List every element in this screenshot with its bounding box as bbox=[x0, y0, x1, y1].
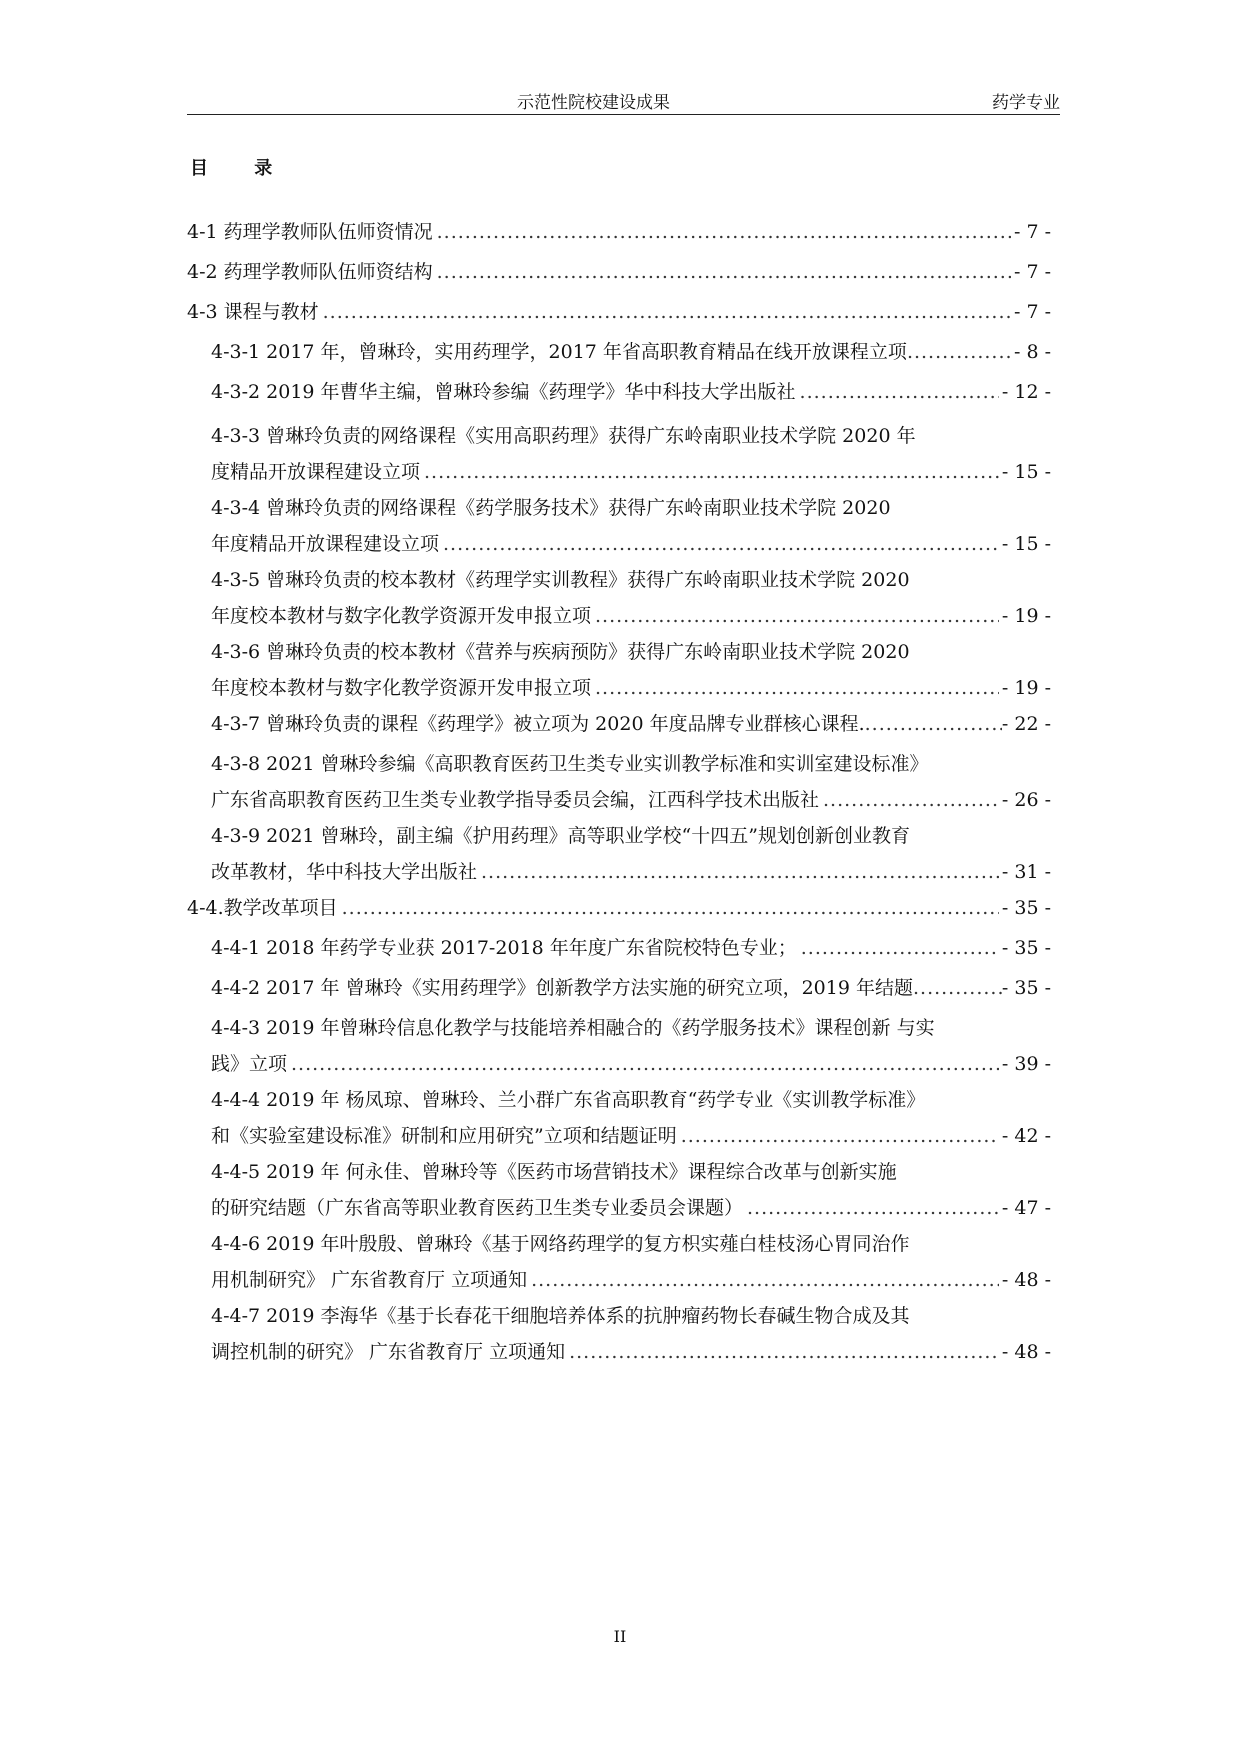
toc-entry-text: 年度校本教材与数字化教学资源开发申报立项 bbox=[211, 605, 592, 627]
toc-leader bbox=[531, 1262, 999, 1298]
toc-leader bbox=[437, 254, 1011, 290]
toc-title: 目 录 bbox=[190, 158, 293, 179]
toc-leader bbox=[823, 782, 999, 818]
toc-entry-text: 年度精品开放课程建设立项 bbox=[211, 533, 440, 555]
toc-entry[interactable] bbox=[211, 1226, 1051, 1298]
toc-entry[interactable] bbox=[211, 930, 1051, 966]
toc-entry-page: - 48 - bbox=[1001, 1269, 1051, 1291]
toc-entry-text: 的研究结题（广东省高等职业教育医药卫生类专业委员会课题） bbox=[211, 1197, 744, 1219]
toc-entry-line1: 4-3-3 曾琳玲负责的网络课程《实用高职药理》获得广东岭南职业技术学院 2020 年 bbox=[211, 425, 916, 447]
page-number: II bbox=[613, 1627, 627, 1646]
toc-entry-line1: 4-4-5 2019 年 何永佳、曾琳玲等《医药市场营销技术》课程综合改革与创新实施 bbox=[211, 1161, 897, 1183]
toc-entry-page: - 22 - bbox=[1001, 713, 1051, 735]
toc-entry-page: - 19 - bbox=[1001, 677, 1051, 699]
toc-leader bbox=[291, 1046, 999, 1082]
toc-entry-text: 4-1 药理学教师队伍师资情况 bbox=[187, 221, 433, 243]
toc-entry-page: - 7 - bbox=[1013, 261, 1051, 283]
toc-leader bbox=[907, 334, 1014, 370]
toc-entry[interactable] bbox=[211, 334, 1051, 370]
toc-entry[interactable] bbox=[211, 374, 1051, 410]
toc-entry-text: 4-3 课程与教材 bbox=[187, 301, 319, 323]
toc-leader bbox=[323, 294, 1011, 330]
toc-entry[interactable] bbox=[211, 1082, 1051, 1154]
toc-entry-text: 和《实验室建设标准》研制和应用研究”立项和结题证明 bbox=[211, 1125, 677, 1147]
toc-entry-text: 调控机制的研究》 广东省教育厅 立项通知 bbox=[211, 1341, 566, 1363]
toc-entry[interactable] bbox=[211, 706, 1051, 742]
toc-entry-page: - 12 - bbox=[1001, 381, 1051, 403]
toc-entry[interactable] bbox=[211, 1010, 1051, 1082]
toc-entry-line1: 4-3-6 曾琳玲负责的校本教材《营养与疾病预防》获得广东岭南职业技术学院 2020 bbox=[211, 641, 910, 663]
toc-entry-page: - 19 - bbox=[1001, 605, 1051, 627]
toc-leader bbox=[800, 374, 999, 410]
toc-entry-text: 践》立项 bbox=[211, 1053, 288, 1075]
toc-entry[interactable] bbox=[187, 294, 1051, 330]
toc-leader bbox=[481, 854, 999, 890]
toc-entry[interactable] bbox=[211, 970, 1051, 1006]
toc-entry-page: - 8 - bbox=[1013, 341, 1051, 363]
toc-entry-text: 广东省高职教育医药卫生类专业教学指导委员会编，江西科学技术出版社 bbox=[211, 789, 820, 811]
toc-entry-line1: 4-3-9 2021 曾琳玲，副主编《护用药理》高等职业学校“十四五”规划创新创业教育 bbox=[211, 825, 910, 847]
toc-leader bbox=[595, 670, 999, 706]
toc-entry[interactable] bbox=[211, 634, 1051, 706]
toc-entry-page: - 7 - bbox=[1013, 301, 1051, 323]
toc-entry-text: 年度校本教材与数字化教学资源开发申报立项 bbox=[211, 677, 592, 699]
toc-entry-text: 4-3-1 2017 年，曾琳玲，实用药理学，2017 年省高职教育精品在线开放课程立项 bbox=[211, 341, 907, 363]
toc-entry-line1: 4-4-7 2019 李海华《基于长春花干细胞培养体系的抗肿瘤药物长春碱生物合成及其 bbox=[211, 1305, 910, 1327]
toc-leader bbox=[801, 930, 999, 966]
toc-entry-page: - 48 - bbox=[1001, 1341, 1051, 1363]
toc-leader bbox=[681, 1118, 999, 1154]
toc-entry-page: - 15 - bbox=[1001, 461, 1051, 483]
toc-entry[interactable] bbox=[187, 890, 1051, 926]
toc-entry[interactable] bbox=[211, 418, 1051, 490]
toc-entry[interactable] bbox=[211, 490, 1051, 562]
toc-entry-page: - 15 - bbox=[1001, 533, 1051, 555]
toc-entry-page: - 35 - bbox=[1001, 937, 1051, 959]
toc-entry-text: 4-2 药理学教师队伍师资结构 bbox=[187, 261, 433, 283]
toc-entry-page: - 42 - bbox=[1001, 1125, 1051, 1147]
toc-leader bbox=[747, 1190, 999, 1226]
toc-entry[interactable] bbox=[211, 746, 1051, 818]
toc-leader bbox=[342, 890, 999, 926]
toc-entry-text: 度精品开放课程建设立项 bbox=[211, 461, 421, 483]
toc-entry[interactable] bbox=[211, 1154, 1051, 1226]
toc-entry-page: - 35 - bbox=[1001, 977, 1051, 999]
toc-entry-line1: 4-4-4 2019 年 杨凤琼、曾琳玲、兰小群广东省高职教育“药学专业《实训教学标准》 bbox=[211, 1089, 926, 1111]
toc-entry[interactable] bbox=[211, 562, 1051, 634]
toc-leader bbox=[913, 970, 1002, 1006]
toc-leader bbox=[437, 214, 1011, 250]
toc-entry-line1: 4-4-3 2019 年曾琳玲信息化教学与技能培养相融合的《药学服务技术》课程创新 与实 bbox=[211, 1017, 935, 1039]
header-major: 药学专业 bbox=[992, 93, 1060, 113]
toc-entry-line1: 4-3-4 曾琳玲负责的网络课程《药学服务技术》获得广东岭南职业技术学院 2020 bbox=[211, 497, 891, 519]
toc-entry[interactable] bbox=[187, 254, 1051, 290]
header-title: 示范性院校建设成果 bbox=[517, 93, 670, 113]
toc-entry-page: - 35 - bbox=[1001, 897, 1051, 919]
toc-entry-text: 4-3-2 2019 年曹华主编，曾琳玲参编《药理学》华中科技大学出版社 bbox=[211, 381, 796, 403]
toc-entry-text: 改革教材，华中科技大学出版社 bbox=[211, 861, 478, 883]
toc-leader bbox=[424, 454, 999, 490]
toc-entry-page: - 31 - bbox=[1001, 861, 1051, 883]
toc-leader bbox=[595, 598, 999, 634]
toc-leader bbox=[865, 706, 1002, 742]
toc-entry-text: 4-4.教学改革项目 bbox=[187, 897, 338, 919]
toc-entry-page: - 26 - bbox=[1001, 789, 1051, 811]
toc-entry-page: - 47 - bbox=[1001, 1197, 1051, 1219]
toc-entry[interactable] bbox=[211, 818, 1051, 890]
toc-entry-text: 4-4-2 2017 年 曾琳玲《实用药理学》创新教学方法实施的研究立项，2019 年结题 bbox=[211, 977, 913, 999]
toc-entry-line1: 4-3-8 2021 曾琳玲参编《高职教育医药卫生类专业实训教学标准和实训室建设标准》 bbox=[211, 753, 929, 775]
toc-entry-page: - 39 - bbox=[1001, 1053, 1051, 1075]
toc-entry-text: 用机制研究》 广东省教育厅 立项通知 bbox=[211, 1269, 528, 1291]
toc-entry[interactable] bbox=[211, 1298, 1051, 1370]
toc-entry-text: 4-4-1 2018 年药学专业获 2017-2018 年年度广东省院校特色专业； bbox=[211, 937, 797, 959]
toc-leader bbox=[443, 526, 999, 562]
toc-entry-page: - 7 - bbox=[1013, 221, 1051, 243]
toc-entry-text: 4-3-7 曾琳玲负责的课程《药理学》被立项为 2020 年度品牌专业群核心课程. bbox=[211, 713, 865, 735]
toc-entry[interactable] bbox=[187, 214, 1051, 250]
toc-entry-line1: 4-3-5 曾琳玲负责的校本教材《药理学实训教程》获得广东岭南职业技术学院 2020 bbox=[211, 569, 910, 591]
toc-leader bbox=[569, 1334, 999, 1370]
toc-entry-line1: 4-4-6 2019 年叶殷殷、曾琳玲《基于网络药理学的复方枳实薤白桂枝汤心胃同治作 bbox=[211, 1233, 910, 1255]
